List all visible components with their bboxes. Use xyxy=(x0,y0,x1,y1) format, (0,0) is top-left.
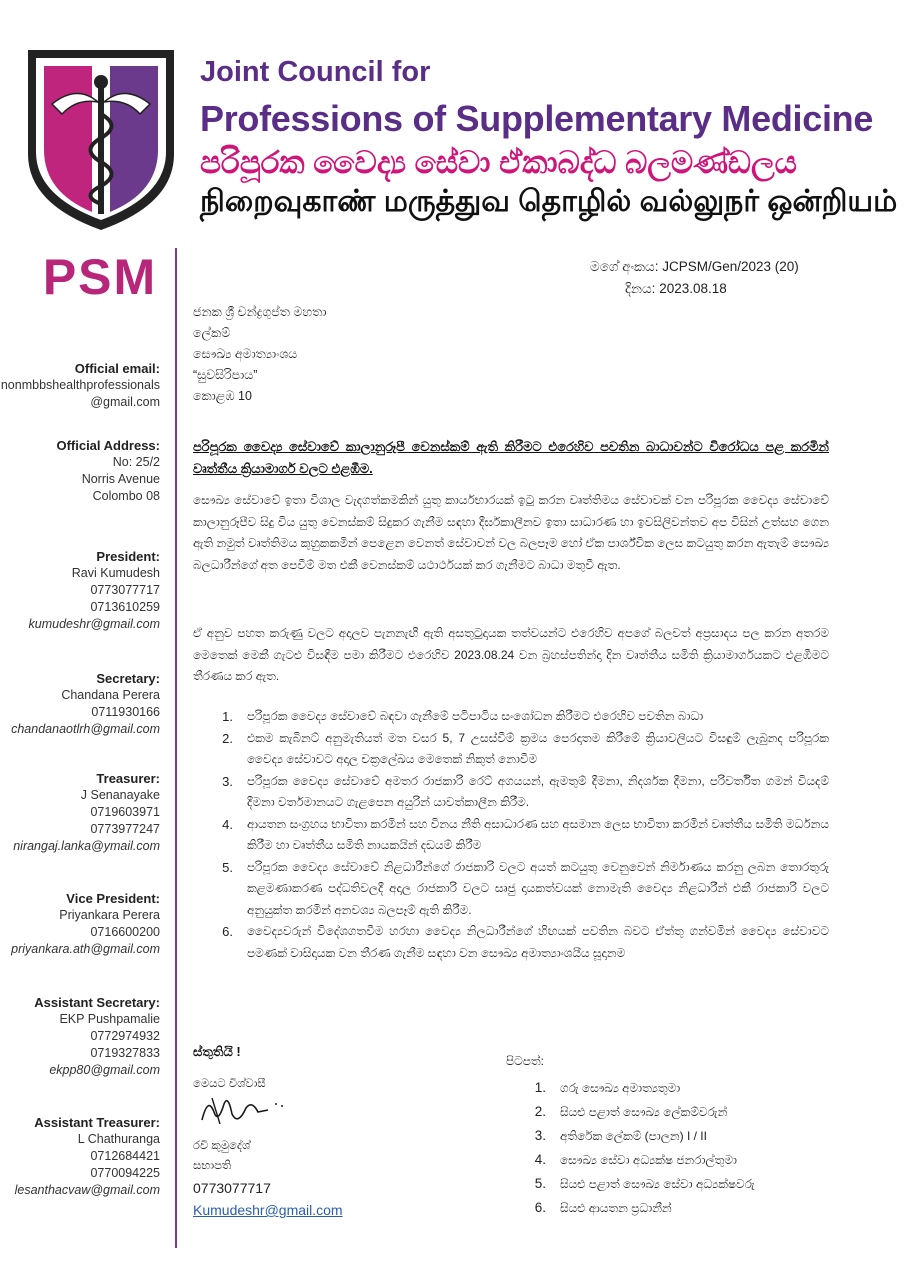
date-value: 2023.08.18 xyxy=(659,281,727,296)
organization-logo xyxy=(22,44,180,234)
officer-phones: 0772974932 0719327833 xyxy=(90,1029,160,1060)
copy-item xyxy=(520,1196,755,1220)
list-number: 3. xyxy=(222,773,233,789)
address-label: Official Address: xyxy=(56,438,160,453)
copy-item xyxy=(520,1172,755,1196)
officer-president xyxy=(0,548,160,633)
org-name-tamil: நிறைவுகாண் மருத்துவ தொழில் வல்லுநர் ஒன்றியம் xyxy=(200,185,898,218)
address-value: No: 25/2 Norris Avenue Colombo 08 xyxy=(81,455,160,503)
officer-name: L Chathuranga xyxy=(77,1132,160,1146)
date-label: දිනය: xyxy=(625,281,656,296)
body-paragraph-1: සෞඛ්‍ය සේවාවේ ඉතා විශාල වැදගත්කමකින් යුතු කාර්යභාරයක් ඉටු කරන වෘත්තිමය සේවාවක් වන පරිපූරක වෛද්‍ය සේවාවේ කාලානුරූපීව සිදු විය යුතු වෙනස්කම් සිදුකර ගැනීම සඳහා දීර්ඝකාලීනව ඉතා සාධාරණ හා ඉවසිලිවන්තව අප විසින් උත්සහ ගෙන ඇති නමුත් වෘත්තිමය කුහුකකමින් පෙළෙන වෙනත් සේවාවන් වල බලපෑම හෝ ඒක පාර්ශ්වික ලෙස කටයුතු කරන ඇතැම් සෞඛ්‍ය බලධාරීන්ගේ අත පෙවීම් මත එකී වෙනස්කම් යථාර්ථයක් කර ගැනීමට බාධා මතුවී ඇත. xyxy=(193,493,829,572)
officer-treasurer xyxy=(0,770,160,855)
copy-text: සියළු ආයතන ප්‍රධානීන් xyxy=(560,1201,672,1215)
list-item xyxy=(193,706,829,728)
officer-phones: 0711930166 xyxy=(91,705,160,719)
copy-number: 3. xyxy=(534,1128,546,1143)
list-item xyxy=(193,921,829,964)
recipient-line: ජනක ශ්‍රී චන්ද්‍රගුප්ත මහතා xyxy=(193,305,327,319)
copy-item xyxy=(520,1148,755,1172)
officer-title: Assistant Secretary: xyxy=(34,995,160,1010)
copy-text: සියළු පළාත් සෞඛ්‍ය සේවා අධ්‍යක්ෂවරු xyxy=(560,1177,755,1191)
letter-subject: පරිපූරක වෛද්‍ය සේවාවේ කාලානුරූපී වෙනස්කම් ඇති කිරීමට එරෙහිව පවතින බාධාවන්ට විරෝධය පළ කරමින් වෘත්තීය ක්‍රියාමාර්ග වලට එළඹීම. xyxy=(193,439,829,476)
list-number: 4. xyxy=(222,816,233,832)
officer-phones: 0716600200 xyxy=(90,925,160,939)
email-label: Official email: xyxy=(74,361,160,376)
psm-logo xyxy=(26,252,174,300)
copy-item xyxy=(520,1124,755,1148)
officer-title: Vice President: xyxy=(66,891,160,906)
signer-phone: 0773077717 xyxy=(193,1180,271,1196)
officer-assistant-secretary xyxy=(0,994,160,1079)
copy-number: 5. xyxy=(534,1176,546,1191)
signature xyxy=(198,1090,288,1130)
copy-text: සෞඛ්‍ය සේවා අධ්‍යක්ෂ ජනරාල්තුමා xyxy=(560,1153,737,1167)
org-name-english-line2: Professions of Supplementary Medicine xyxy=(200,98,874,139)
officer-title: Treasurer: xyxy=(96,771,160,786)
officer-email: lesanthacvaw@gmail.com xyxy=(14,1183,160,1197)
copies-list xyxy=(520,1076,755,1220)
list-number: 1. xyxy=(222,709,233,724)
org-name-sinhala: පරිපූරක වෛද්‍ය සේවා ඒකාබද්ධ බලමණ්ඩලය xyxy=(200,145,797,180)
list-item xyxy=(193,771,829,814)
list-text: වෛද්‍යවරුන් විදේශගතවීම හරහා වෛද්‍ය නිලධාරීන්ගේ හිඟයක් පවතින බවට ඒත්තු ගන්වමින් වෛද්‍ය සේවාවට පමණක් වාසිදායක වන තීරණ ගැනීම සඳහා වන සෞඛ්‍ය අමාත්‍යාංශයීය සූදානම xyxy=(247,924,829,960)
officer-name: J Senanayake xyxy=(80,788,160,802)
signer-name: රවි කුමුදේශ් xyxy=(193,1140,251,1152)
list-number: 6. xyxy=(222,924,233,939)
list-item xyxy=(193,857,829,922)
list-number: 2. xyxy=(222,730,233,746)
officer-title: Secretary: xyxy=(96,671,160,686)
closing-thanks: ස්තුතියි ! xyxy=(193,1044,241,1059)
officer-email: nirangaj.lanka@ymail.com xyxy=(13,839,160,853)
list-item xyxy=(193,814,829,857)
officer-phones: 0719603971 0773977247 xyxy=(90,805,160,836)
officer-name: Ravi Kumudesh xyxy=(71,566,160,580)
list-text: එකම කැබිනට් අනුමැතියත් මත වසර 5, 7 උසස්වීම් ක්‍රමය පෙරදාතම කිරීමේ ක්‍රියාවලියට විසඳුම් ලැබුනද පරිපූරක වෛද්‍ය සේවාවට අදාල චක්‍රලේඛය මෙතෙක් නිකුත් නොවීම xyxy=(247,730,829,766)
copies-title: පිටපත්: xyxy=(506,1054,544,1068)
officer-name: Chandana Perera xyxy=(61,688,160,702)
sidebar-address-block xyxy=(0,437,160,505)
signer-title: සභාපති xyxy=(193,1160,232,1172)
officer-secretary xyxy=(0,670,160,738)
copy-number: 1. xyxy=(534,1080,546,1095)
copy-text: ගරු සෞඛ්‍ය අමාත්‍යතුමා xyxy=(560,1081,681,1095)
recipient-line: සෞඛ්‍ය අමාත්‍යාංශය xyxy=(193,347,298,361)
grievance-list xyxy=(193,706,829,964)
body-paragraph-2: ඒ අනුව පහත කරුණු වලට අදාලව පැනනැඟී ඇති අසතුටුදායක තත්වයන්ට එරෙහිව අපගේ බලවත් අප්‍රසාදය පල කරන අතරම මෙතෙක් මෙකී ගැටළු විසඳීම පමා කිරීමට එරෙහිව 2023.08.24 වන බ්‍රහස්පතින්දා දින වෘත්තීය සමිති ක්‍රියාමාර්ගයකට එළඹීමට තීරණය කර ඇත. xyxy=(193,626,829,683)
list-text: ආයතන සංග්‍රහය භාවිතා කරමින් සහ විනය නීති අසාධාරණ සහ අසමාන ලෙස භාවිතා කරමින් වෘත්තීය සමිති මර්ධනය කිරීම හා වෘත්තීය සමිති නායකයින් දඩයම් කිරීම xyxy=(247,816,829,852)
list-item xyxy=(193,728,829,771)
list-text: පරිපූරක වෛද්‍ය සේවාවේ බඳවා ගැනීමේ පටිපාටිය සංශෝධන කිරීමට එරෙහිව පවතින බාධා xyxy=(247,709,704,723)
ref-label: මගේ අංකය: xyxy=(590,259,659,274)
officer-email: priyankara.ath@gmail.com xyxy=(11,942,160,956)
email-value: nonmbbshealthprofessionals @gmail.com xyxy=(0,378,160,409)
officer-email: ekpp80@gmail.com xyxy=(49,1063,160,1077)
recipient-line: ලේකම් xyxy=(193,326,231,340)
copy-number: 2. xyxy=(534,1104,546,1119)
copy-item xyxy=(520,1076,755,1100)
org-name-english-line1: Joint Council for xyxy=(200,56,431,88)
copy-number: 4. xyxy=(534,1152,546,1167)
recipient-line: “සුවසිරිපාය” xyxy=(193,368,258,382)
sidebar-email-block xyxy=(0,360,160,411)
signer-block xyxy=(193,1136,250,1176)
recipient-line: කොළඹ 10 xyxy=(193,389,252,403)
recipient-address xyxy=(193,302,326,407)
officer-name: EKP Pushpamalie xyxy=(59,1012,160,1026)
officer-email: kumudeshr@gmail.com xyxy=(28,617,160,631)
copy-item xyxy=(520,1100,755,1124)
officer-assistant-treasurer xyxy=(0,1114,160,1199)
closing-yours: මෙයට විශ්වාසී xyxy=(193,1078,266,1090)
list-text: පරිපූරක වෛද්‍ය සේවාවේ අමතර රාජකාරි රෙට් අගයයන්, ඇමතුම් දීමනා, නිදර්ශක දීමනා, පරිවර්තිත ගමන් වියදම් දීමනා වර්තමානයට ගැළපෙන අයුරින් යාවත්කාලීන කිරීම. xyxy=(247,773,829,809)
list-number: 5. xyxy=(222,859,233,875)
copy-text: සියළු පළාත් සෞඛ්‍ය ලේකම්වරුන් xyxy=(560,1105,728,1119)
officer-name: Priyankara Perera xyxy=(59,908,160,922)
officer-vice-president xyxy=(0,890,160,958)
officer-title: Assistant Treasurer: xyxy=(34,1115,160,1130)
list-text: පරිපූරක වෛද්‍ය සේවාවේ නිළධාරීන්ගේ රාජකාරි වලට අයත් කටයුතු වෙනුවෙන් නිර්මාණය කරනු ලබන තොරතුරු කළමණාකරණ පද්ධතිවලදී අදාල රාජකාරි වලට සෘජු දායකත්වයක් නොමැති වෛද්‍ය නිළධාරීන් එකී රාජකාරි වලට අනුයුක්ත කරමින් අනවශ්‍ය බලපෑම් ඇති කිරීම. xyxy=(247,859,829,917)
officer-title: President: xyxy=(96,549,160,564)
officer-email: chandanaotlrh@gmail.com xyxy=(11,722,160,736)
signer-email-link[interactable]: Kumudeshr@gmail.com xyxy=(193,1202,343,1218)
sidebar-divider xyxy=(175,248,177,1248)
copy-number: 6. xyxy=(534,1200,546,1215)
copy-text: අතිරේක ලේකම් (පාලන) I / II xyxy=(560,1129,707,1143)
ref-value: JCPSM/Gen/2023 (20) xyxy=(662,259,799,274)
officer-phones: 0712684421 0770094225 xyxy=(90,1149,160,1180)
officer-phones: 0773077717 0713610259 xyxy=(90,583,160,614)
svg-text:PSM: PSM xyxy=(42,252,158,300)
reference-block xyxy=(590,256,799,300)
